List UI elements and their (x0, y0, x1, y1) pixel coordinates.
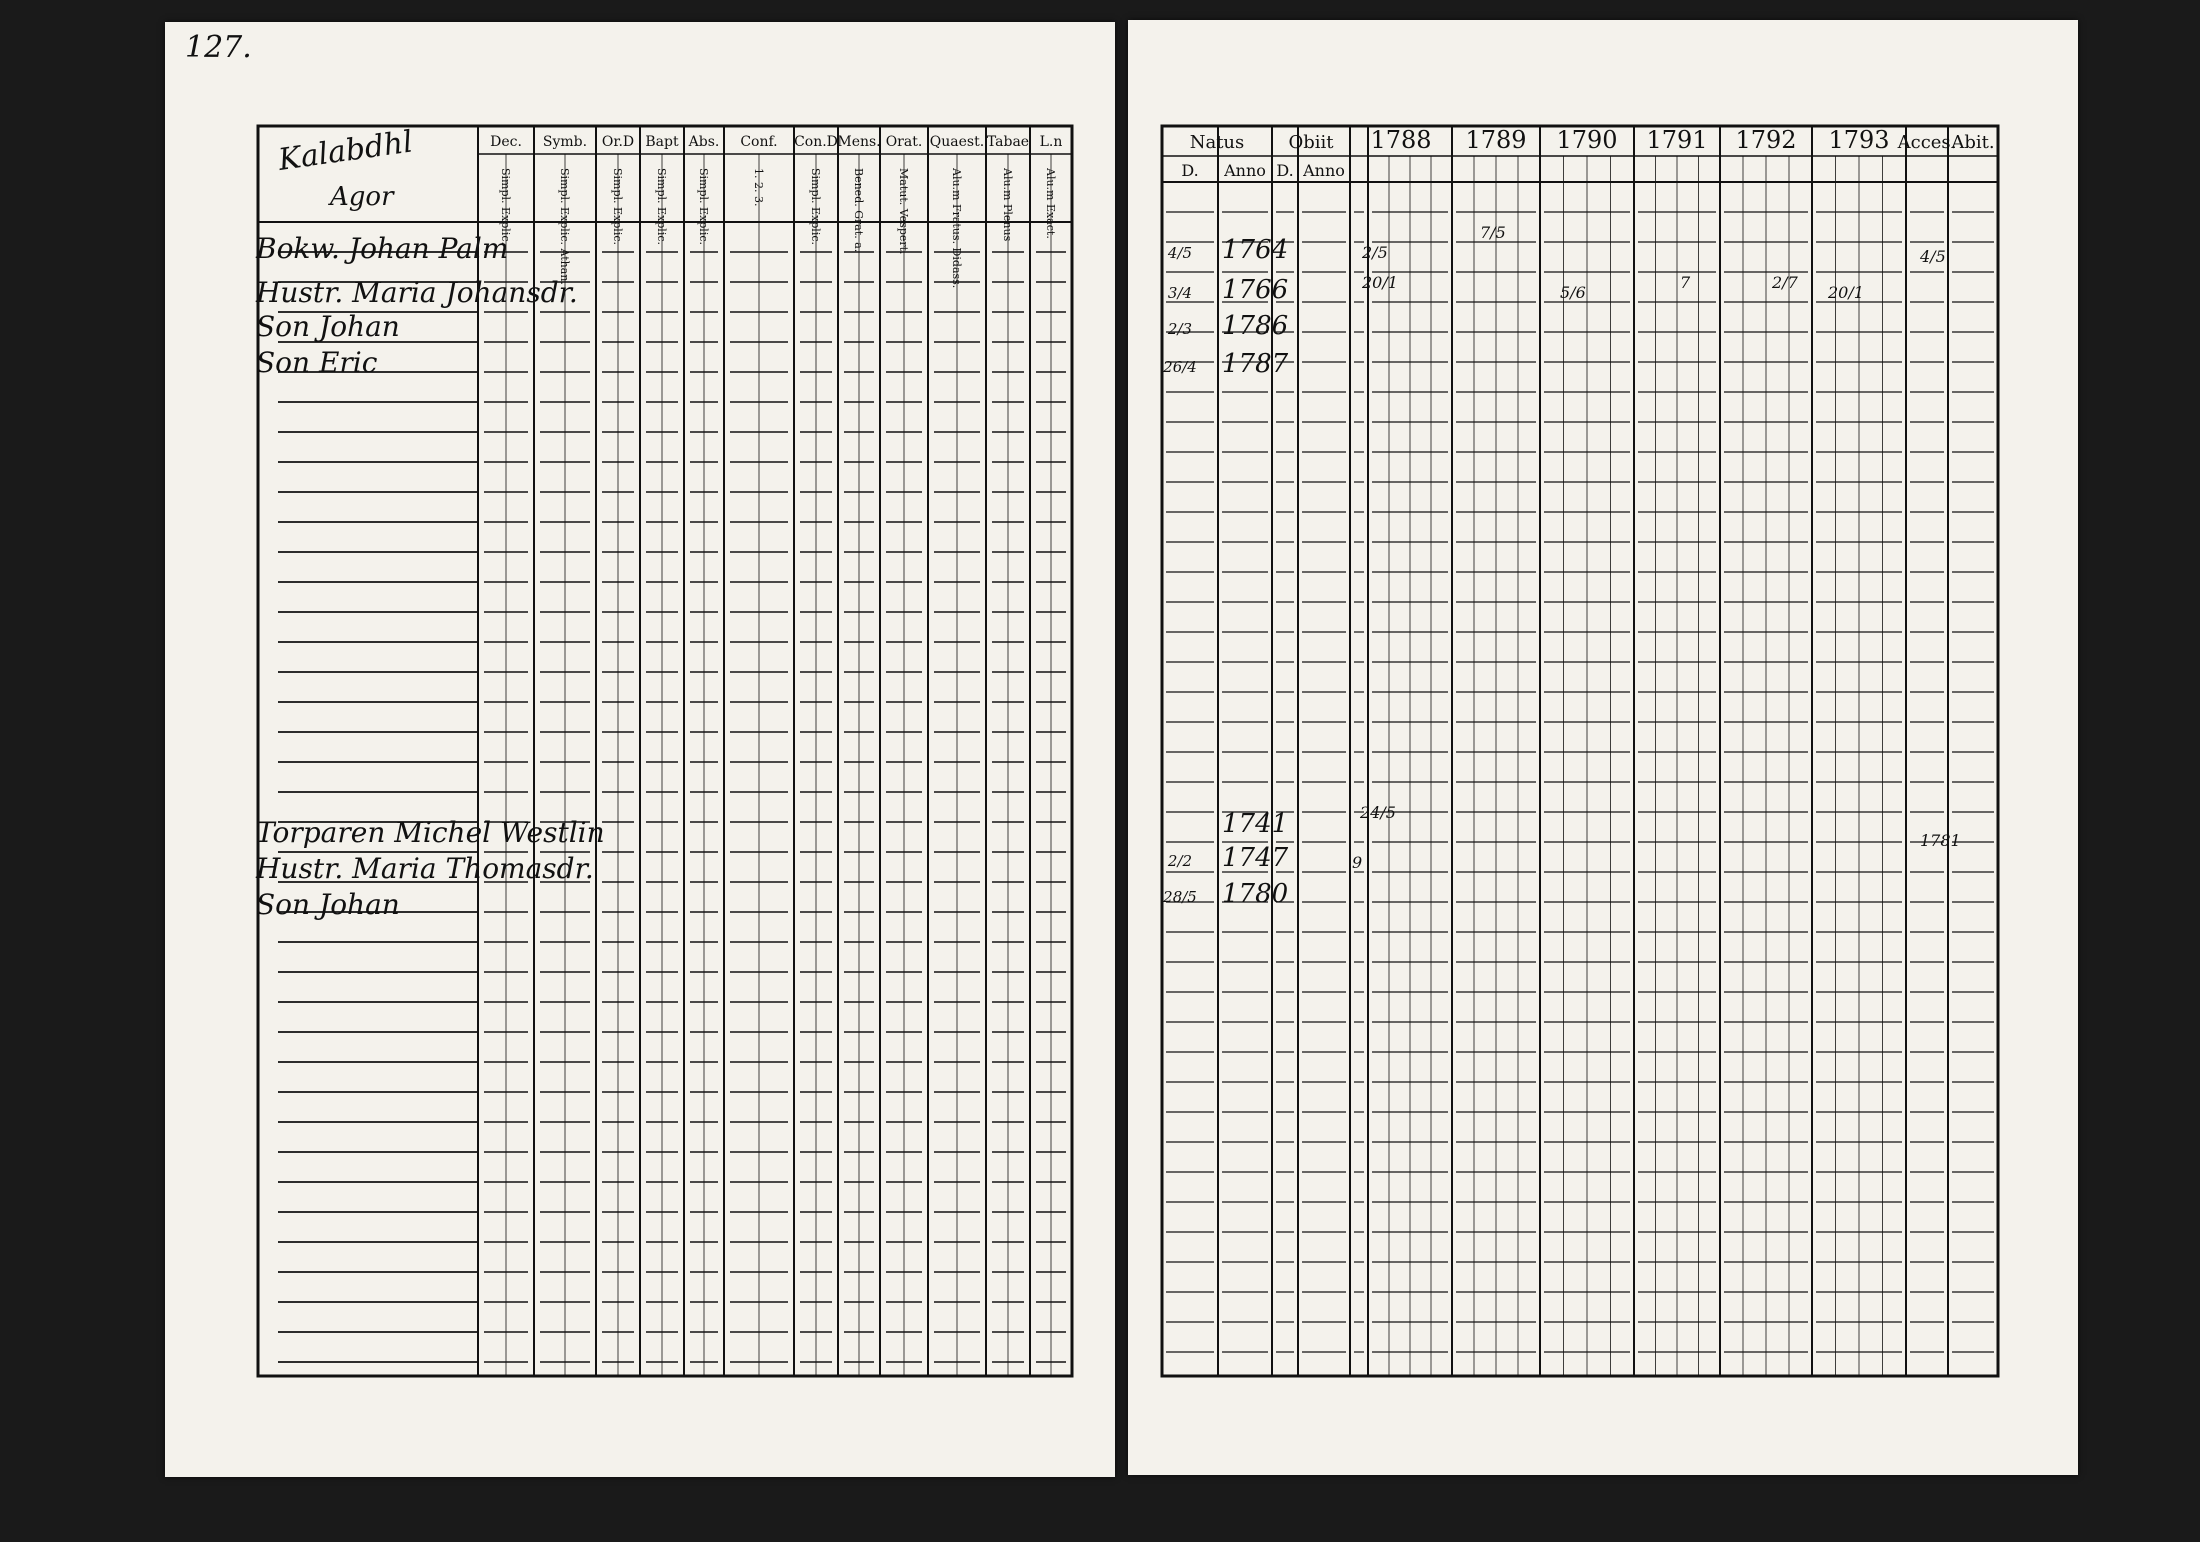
left-sub-header-label: Simpl. Explic. Athan. (558, 168, 571, 285)
birth-day: 28/5 (1163, 888, 1197, 906)
birth-year: 1741 (1222, 809, 1289, 839)
right-column-group-label: 1790 (1556, 126, 1618, 154)
left-column-group-label: Conf. (740, 134, 778, 150)
left-sub-header-label: Simpl. Explic. (655, 168, 668, 246)
household-member-name: Son Johan (256, 310, 400, 343)
register-mark: 5/6 (1560, 283, 1586, 302)
birth-day: 4/5 (1167, 244, 1193, 262)
left-sub-header-label: Simpl. Explic. (499, 168, 512, 246)
right-column-group-label: Obiit (1288, 132, 1334, 153)
place-heading-line-2: Agor (330, 182, 394, 212)
left-column-group-label: Con.D (794, 134, 838, 150)
birth-year: 1786 (1222, 311, 1289, 341)
left-sub-header-label: Alu.m Fratus. Didass. (950, 168, 963, 289)
register-mark: 2/5 (1362, 243, 1388, 262)
left-sub-header-label: Alu.m Exact. (1044, 168, 1057, 239)
register-mark: 7/5 (1480, 223, 1506, 242)
left-column-group-label: Quaest. (929, 134, 985, 150)
right-column-group-label: 1792 (1735, 126, 1797, 154)
household-member-name: Bokw. Johan Palm (256, 232, 509, 265)
left-column-group-label: Symb. (542, 134, 588, 150)
register-mark: 20/1 (1828, 283, 1864, 302)
left-column-group-label: Tabae (986, 134, 1030, 150)
left-column-group-label: Mens. (837, 134, 881, 150)
household-member-name: Son Johan (256, 888, 400, 921)
register-mark: 1781 (1920, 831, 1961, 850)
place-heading-line-1: Kalabdhl (276, 124, 415, 178)
right-column-group-label: 1788 (1370, 126, 1432, 154)
left-sub-header-label: Simpl. Explic. (809, 168, 822, 246)
left-sub-header-label: 1. 2. 3. (752, 168, 765, 207)
birth-year: 1764 (1222, 235, 1289, 265)
register-mark: 9 (1352, 853, 1363, 872)
register-mark: 7 (1680, 273, 1691, 292)
right-column-group-label: Acces. (1897, 132, 1957, 153)
left-sub-header-label: Matut. Vespert. (897, 168, 910, 255)
left-column-group-label: L.n (1039, 134, 1063, 150)
left-column-group-label: Dec. (490, 134, 522, 150)
right-column-group-label: 1793 (1828, 126, 1890, 154)
right-sub-header-label: Anno (1224, 161, 1266, 180)
page-number: 127. (185, 30, 252, 65)
left-column-group-label: Or.D (601, 134, 635, 150)
birth-day: 26/4 (1163, 358, 1197, 376)
right-sub-header-label: D. (1181, 161, 1199, 180)
left-sub-header-label: Alu.m Plenus (1001, 168, 1014, 242)
household-member-name: Hustr. Maria Johansdr. (256, 276, 578, 309)
right-column-group-label: Natus (1189, 132, 1245, 153)
left-column-group-label: Abs. (688, 134, 720, 150)
birth-year: 1747 (1222, 843, 1289, 873)
register-mark: 2/7 (1772, 273, 1798, 292)
register-mark: 20/1 (1362, 273, 1398, 292)
birth-day: 3/4 (1167, 284, 1193, 302)
right-sub-header-label: Anno (1303, 161, 1345, 180)
birth-year: 1780 (1222, 879, 1289, 909)
birth-day: 2/3 (1167, 320, 1193, 338)
right-column-group-label: Abit. (1951, 132, 1995, 153)
right-column-group-label: 1791 (1646, 126, 1708, 154)
left-sub-header-label: Bened. Grat. a. (852, 168, 865, 253)
left-column-group-label: Bapt (645, 134, 679, 150)
register-mark: 24/5 (1360, 803, 1396, 822)
right-sub-header-label: D. (1276, 161, 1294, 180)
birth-year: 1787 (1222, 349, 1289, 379)
household-member-name: Son Eric (256, 346, 378, 379)
left-sub-header-label: Simpl. Explic. (611, 168, 624, 246)
right-column-group-label: 1789 (1465, 126, 1527, 154)
household-member-name: Hustr. Maria Thomasdr. (256, 852, 594, 885)
register-mark: 4/5 (1920, 247, 1946, 266)
left-column-group-label: Orat. (885, 134, 923, 150)
left-sub-header-label: Simpl. Explic. (697, 168, 710, 246)
birth-year: 1766 (1222, 275, 1289, 305)
birth-day: 2/2 (1167, 852, 1193, 870)
household-member-name: Torparen Michel Westlin (256, 816, 605, 849)
